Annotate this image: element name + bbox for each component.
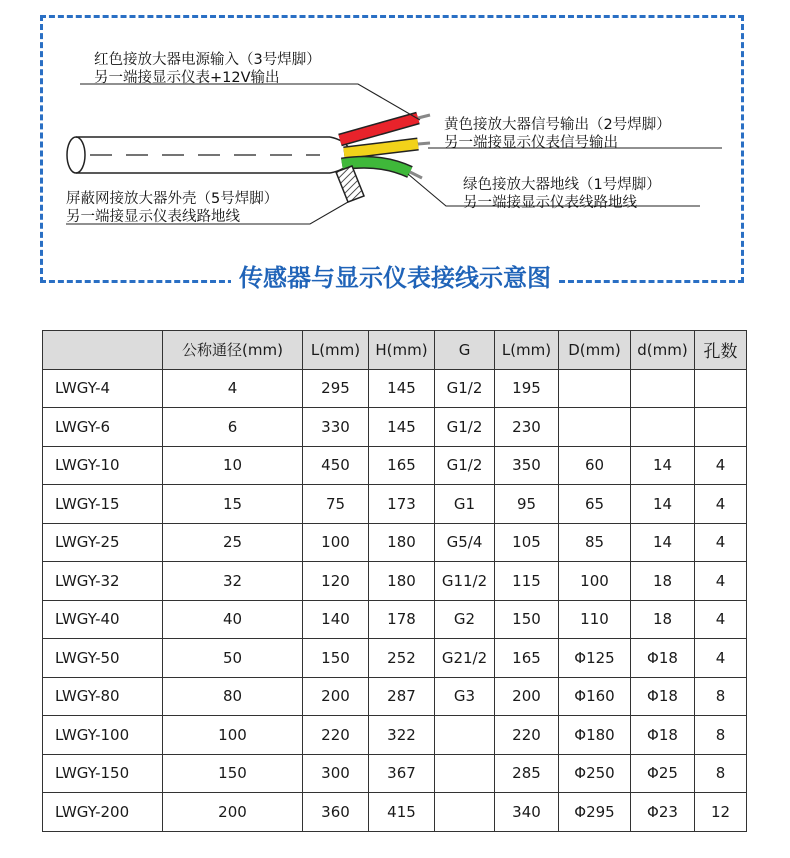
cell-model: LWGY-32 (43, 562, 163, 601)
table-row (43, 639, 747, 678)
cell-nominal-diameter: 50 (163, 639, 303, 678)
header-length-2: L(mm) (495, 331, 559, 370)
label-yellow-wire (444, 116, 671, 152)
cell-length: 300 (303, 754, 369, 793)
cell-length-2: 220 (495, 716, 559, 755)
header-flange-diameter: D(mm) (559, 331, 631, 370)
cell-height: 180 (369, 523, 435, 562)
cell-length: 450 (303, 446, 369, 485)
cell-hole-count: 12 (695, 793, 747, 832)
cell-thread: G1 (435, 485, 495, 524)
diagram-title-text: 传感器与显示仪表接线示意图 (231, 258, 559, 293)
red-wire (340, 115, 430, 140)
cell-length: 120 (303, 562, 369, 601)
cell-length: 295 (303, 369, 369, 408)
cell-length: 220 (303, 716, 369, 755)
cell-hole-count: 4 (695, 523, 747, 562)
cell-nominal-diameter: 100 (163, 716, 303, 755)
cell-hole-diameter: 14 (631, 523, 695, 562)
cell-flange-diameter: 100 (559, 562, 631, 601)
wiring-diagram (0, 0, 790, 300)
spec-table (42, 330, 747, 832)
cell-model: LWGY-40 (43, 600, 163, 639)
table-row (43, 562, 747, 601)
cell-length-2: 230 (495, 408, 559, 447)
cell-length: 140 (303, 600, 369, 639)
cell-hole-diameter (631, 369, 695, 408)
cell-thread: G11/2 (435, 562, 495, 601)
cell-height: 287 (369, 677, 435, 716)
cell-flange-diameter: Φ250 (559, 754, 631, 793)
cell-thread (435, 716, 495, 755)
cell-hole-count (695, 408, 747, 447)
cell-flange-diameter: 65 (559, 485, 631, 524)
cell-length-2: 195 (495, 369, 559, 408)
cell-model: LWGY-4 (43, 369, 163, 408)
cell-height: 180 (369, 562, 435, 601)
cell-model: LWGY-50 (43, 639, 163, 678)
cell-hole-count: 4 (695, 600, 747, 639)
yellow-wire (344, 143, 430, 153)
header-hole-count: 孔数 (695, 331, 747, 370)
cell-thread (435, 754, 495, 793)
cell-height: 367 (369, 754, 435, 793)
cell-hole-count: 4 (695, 562, 747, 601)
cell-model: LWGY-150 (43, 754, 163, 793)
label-shield-line1: 屏蔽网接放大器外壳（5号焊脚） (66, 191, 279, 207)
cell-height: 415 (369, 793, 435, 832)
cell-thread: G1/2 (435, 446, 495, 485)
table-row (43, 600, 747, 639)
cell-thread: G2 (435, 600, 495, 639)
cell-hole-diameter: 14 (631, 446, 695, 485)
cell-height: 173 (369, 485, 435, 524)
cell-length: 200 (303, 677, 369, 716)
cell-length-2: 105 (495, 523, 559, 562)
cell-height: 165 (369, 446, 435, 485)
label-shield-line2: 另一端接显示仪表线路地线 (66, 209, 240, 225)
cell-nominal-diameter: 32 (163, 562, 303, 601)
cell-thread: G5/4 (435, 523, 495, 562)
table-row (43, 523, 747, 562)
cell-model: LWGY-10 (43, 446, 163, 485)
cell-flange-diameter (559, 369, 631, 408)
cell-nominal-diameter: 25 (163, 523, 303, 562)
cell-thread: G1/2 (435, 369, 495, 408)
cell-length-2: 115 (495, 562, 559, 601)
label-red-wire (94, 51, 321, 87)
cell-flange-diameter: Φ160 (559, 677, 631, 716)
table-header-row (43, 331, 747, 370)
table-row (43, 485, 747, 524)
cell-length-2: 165 (495, 639, 559, 678)
cell-model: LWGY-200 (43, 793, 163, 832)
cell-length: 330 (303, 408, 369, 447)
cell-flange-diameter: 110 (559, 600, 631, 639)
cell-hole-count: 4 (695, 446, 747, 485)
cell-hole-count: 4 (695, 485, 747, 524)
cell-hole-count: 8 (695, 677, 747, 716)
cell-length-2: 285 (495, 754, 559, 793)
diagram-title (0, 258, 790, 293)
label-yellow-line2: 另一端接显示仪表信号输出 (444, 135, 618, 151)
cell-length: 75 (303, 485, 369, 524)
cell-hole-diameter (631, 408, 695, 447)
header-nominal-diameter: 公称通径(mm) (163, 331, 303, 370)
cell-hole-diameter: Φ18 (631, 716, 695, 755)
cell-hole-count: 8 (695, 716, 747, 755)
cell-hole-diameter: Φ18 (631, 677, 695, 716)
label-green-line1: 绿色接放大器地线（1号焊脚） (463, 177, 661, 193)
cell-hole-diameter: Φ18 (631, 639, 695, 678)
cell-hole-diameter: Φ25 (631, 754, 695, 793)
cable-body (67, 137, 350, 173)
table-row (43, 754, 747, 793)
cell-length: 150 (303, 639, 369, 678)
cell-length: 100 (303, 523, 369, 562)
cell-flange-diameter: Φ295 (559, 793, 631, 832)
header-model (43, 331, 163, 370)
header-height: H(mm) (369, 331, 435, 370)
cell-model: LWGY-100 (43, 716, 163, 755)
cell-height: 178 (369, 600, 435, 639)
cell-height: 145 (369, 369, 435, 408)
table-row (43, 677, 747, 716)
label-red-line1: 红色接放大器电源输入（3号焊脚） (94, 52, 321, 68)
cell-model: LWGY-15 (43, 485, 163, 524)
cell-height: 252 (369, 639, 435, 678)
cell-thread: G3 (435, 677, 495, 716)
cell-nominal-diameter: 10 (163, 446, 303, 485)
cell-hole-count: 8 (695, 754, 747, 793)
table-body (43, 369, 747, 831)
cell-model: LWGY-80 (43, 677, 163, 716)
cell-nominal-diameter: 6 (163, 408, 303, 447)
label-yellow-line1: 黄色接放大器信号输出（2号焊脚） (444, 117, 671, 133)
cell-length-2: 150 (495, 600, 559, 639)
cell-nominal-diameter: 40 (163, 600, 303, 639)
cell-nominal-diameter: 4 (163, 369, 303, 408)
header-hole-diameter: d(mm) (631, 331, 695, 370)
header-length: L(mm) (303, 331, 369, 370)
table-row (43, 408, 747, 447)
label-shield (66, 190, 278, 226)
cell-model: LWGY-6 (43, 408, 163, 447)
label-red-line2: 另一端接显示仪表+12V输出 (94, 70, 280, 86)
table-row (43, 716, 747, 755)
cell-hole-diameter: 14 (631, 485, 695, 524)
cell-flange-diameter: 60 (559, 446, 631, 485)
cell-nominal-diameter: 15 (163, 485, 303, 524)
cell-flange-diameter: 85 (559, 523, 631, 562)
cell-length: 360 (303, 793, 369, 832)
cell-height: 322 (369, 716, 435, 755)
cell-model: LWGY-25 (43, 523, 163, 562)
cell-length-2: 200 (495, 677, 559, 716)
table-row (43, 793, 747, 832)
cell-flange-diameter: Φ125 (559, 639, 631, 678)
cell-height: 145 (369, 408, 435, 447)
label-green-line2: 另一端接显示仪表线路地线 (463, 195, 637, 211)
cell-flange-diameter: Φ180 (559, 716, 631, 755)
cell-nominal-diameter: 80 (163, 677, 303, 716)
cell-hole-diameter: 18 (631, 562, 695, 601)
cell-hole-diameter: 18 (631, 600, 695, 639)
cell-hole-count (695, 369, 747, 408)
shield-mesh (336, 166, 364, 202)
cell-length-2: 350 (495, 446, 559, 485)
cell-length-2: 95 (495, 485, 559, 524)
cell-nominal-diameter: 150 (163, 754, 303, 793)
table-row (43, 369, 747, 408)
cell-nominal-diameter: 200 (163, 793, 303, 832)
cell-thread: G21/2 (435, 639, 495, 678)
label-green-wire (463, 176, 661, 212)
header-thread: G (435, 331, 495, 370)
cell-hole-diameter: Φ23 (631, 793, 695, 832)
cell-thread: G1/2 (435, 408, 495, 447)
cell-length-2: 340 (495, 793, 559, 832)
cell-flange-diameter (559, 408, 631, 447)
cell-thread (435, 793, 495, 832)
cell-hole-count: 4 (695, 639, 747, 678)
table-row (43, 446, 747, 485)
